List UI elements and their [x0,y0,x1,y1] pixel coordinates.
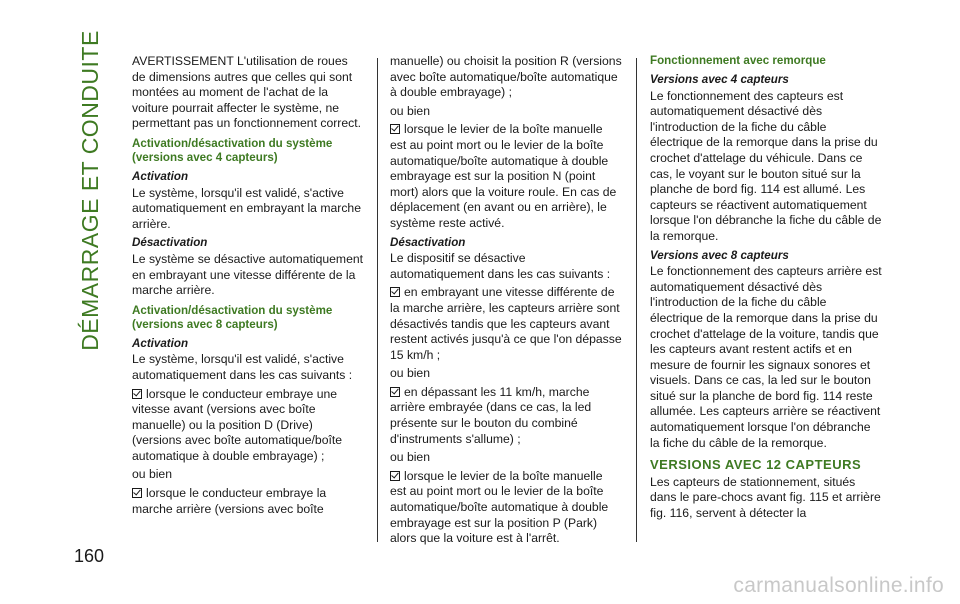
chapter-side-title-text: DÉMARRAGE ET CONDUITE [76,29,103,351]
paragraph: Le fonctionnement des capteurs arrière est automatiquement désactivé dès l'introduction de la fiche du câble électrique de la remorque dans la prise du crochet d'attelage de la voiture, tandis que les capteurs avant restent actifs et en mesure de fournir les signaux sonores et visuels. Dans ce cas, la led sur le bouton situé sur la planche de bord fig. 114 reste allumée. Les capteurs arrière se réactivent automatiquement lorsque l'on débranche la fiche du câble de la remorque. [650,264,882,450]
or-text: ou bien [390,450,430,465]
page-number: 160 [74,546,105,566]
subheading: Désactivation [390,235,466,249]
paragraph: Le fonctionnement des capteurs est automatiquement désactivé dès l'introduction de la fiche du câble électrique de la remorque dans la prise du crochet d'attelage du véhicule. Dans ce cas, le voyant sur le bouton situé sur la planche de bord fig. 114 est allumé. Les capteurs se réactivent automatiquement lorsque l'on débranche la fiche du câble de la remorque. [650,88,882,243]
chapter-side-title [70,29,110,351]
section-heading: Activation/désactivation du système (versions avec 4 capteurs) [132,136,333,164]
subheading: Activation [132,169,189,183]
paragraph: Le système se désactive automatiquement en embrayant une vitesse différente de la marche arrière. [132,251,364,298]
section-heading: Activation/désactivation du système (versions avec 8 capteurs) [132,303,333,331]
checkmark-icon [132,488,142,498]
bullet-text: lorsque le conducteur embraye la marche arrière (versions avec boîte [132,486,327,516]
section-heading: Fonctionnement avec remorque [650,54,826,67]
column-divider [636,58,637,542]
text-column-3 [650,54,882,525]
text-column-2 [390,54,622,550]
bullet-text: lorsque le conducteur embraye une vitesse avant (versions avec boîte manuelle) ou la position D (Drive) (versions avec boîte automatique/boîte automatique à double embrayage) ; [132,386,343,463]
bullet-item [390,122,622,231]
column-divider [377,58,378,542]
checkmark-icon [390,287,400,297]
subheading: Versions avec 8 capteurs [650,248,789,262]
bullet-text: en embrayant une vitesse différente de la marche arrière, les capteurs arrière sont désactivés tandis que les capteurs avant restent activés jusqu'à ce que l'on dépasse 15 km/h ; [390,285,622,362]
or-text: ou bien [132,467,172,482]
text-column-1 [132,54,364,520]
watermark: carmanualsonline.info [733,574,944,597]
or-text: ou bien [390,366,430,381]
paragraph: Le système, lorsqu'il est validé, s'active automatiquement dans les cas suivants : [132,352,353,382]
bullet-text: lorsque le levier de la boîte manuelle est au point mort ou le levier de la boîte automatique/boîte automatique à double embrayage est sur la position N (point mort) alors que la voiture roule. En cas de déplacement (en avant ou en arrière), le système reste activé. [390,122,617,230]
bullet-text: en dépassant les 11 km/h, marche arrière embrayée (dans ce cas, la led présente sur le bouton du combiné d'instruments s'allume) ; [390,384,592,446]
checkmark-icon [132,389,142,399]
warning-paragraph: AVERTISSEMENT L'utilisation de roues de dimensions autres que celles qui sont montées au moment de l'achat de la voiture pourrait affecter le système, ne permettant pas un fonctionnement correct. [132,54,361,131]
bullet-text: lorsque le levier de la boîte manuelle est au point mort ou le levier de la boîte automatique/boîte automatique à double embrayage est sur la position P (Park) alors que la voiture est à l'arrêt. [390,468,609,546]
or-text: ou bien [390,103,430,118]
bullet-item [390,285,622,363]
subheading: Désactivation [132,236,208,250]
checkmark-icon [390,124,400,134]
bullet-item [132,387,364,465]
subheading: Versions avec 4 capteurs [650,73,789,86]
checkmark-icon [390,471,400,481]
checkmark-icon [390,387,400,397]
bullet-item [390,469,622,547]
bullet-item [390,385,622,447]
paragraph: Le dispositif se désactive automatiquement dans les cas suivants : [390,251,611,281]
paragraph: manuelle) ou choisit la position R (versions avec boîte automatique/boîte automatique à double embrayage) ; [390,54,622,100]
paragraph: Les capteurs de stationnement, situés dans le pare-chocs avant fig. 115 et arrière fig. 116, servent à détecter la [650,474,881,521]
section-heading-large: VERSIONS AVEC 12 CAPTEURS [650,457,862,473]
bullet-item [132,486,364,517]
subheading: Activation [132,336,189,350]
paragraph: Le système, lorsqu'il est validé, s'active automatiquement en embrayant la marche arrière. [132,185,361,231]
